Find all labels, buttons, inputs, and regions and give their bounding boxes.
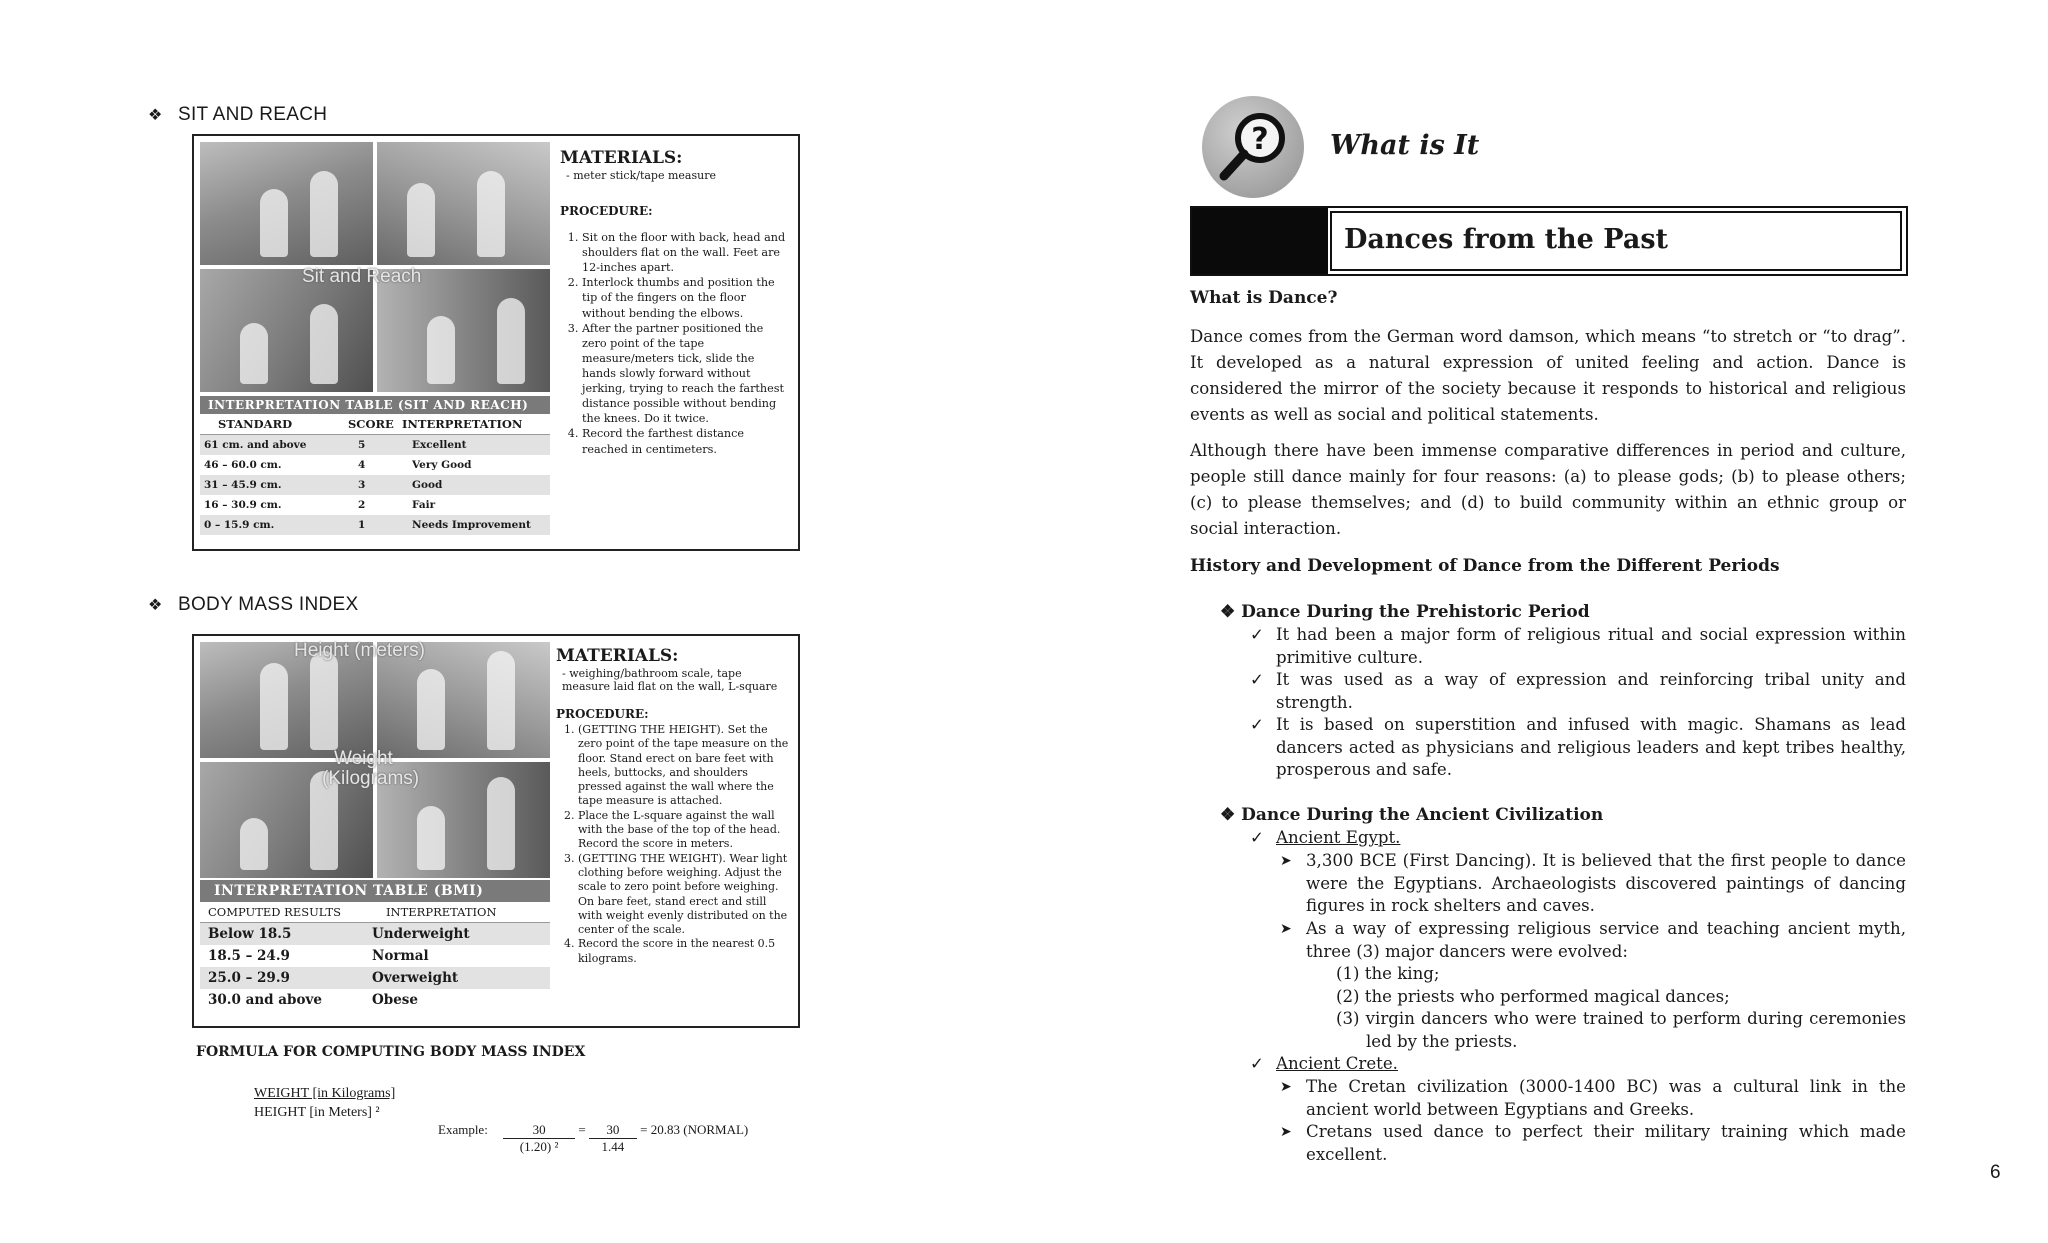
table-body: [200, 923, 550, 1011]
sit-reach-interpretation-table: [200, 396, 550, 535]
check-icon: ✓: [1250, 670, 1264, 689]
arrow-bullet-icon: ➤: [1280, 1124, 1292, 1140]
photo-overlay-label: Height (meters): [294, 640, 425, 661]
banner-black-block: [1192, 208, 1328, 274]
diamond-bullet-icon: ❖: [148, 107, 163, 124]
column-header: INTERPRETATION: [386, 905, 497, 919]
materials-item: - weighing/bathroom scale, tape measure laid flat on the wall, L-square: [562, 667, 778, 693]
list-item: ✓ It had been a major form of religious ritual and social expression within primitive culture.: [1250, 625, 1906, 667]
diamond-bullet-icon: ❖: [148, 597, 163, 614]
procedure-step: 2. Place the L-square against the wall with the base of the top of the head. Record the score in meters.: [578, 809, 792, 852]
table-row: Below 18.5 Underweight: [200, 923, 550, 945]
history-heading: History and Development of Dance from the Different Periods: [1190, 556, 1780, 576]
example-fraction: $\frac{30}{1.44}$: [589, 1122, 637, 1155]
sub-list-item: ➤ 3,300 BCE (First Dancing). It is believed that the first people to dance were the Egyptians. Archaeologists discovered paintings of dancing figures in rock shelters and caves.: [1280, 851, 1906, 915]
procedure-step: 1. (GETTING THE HEIGHT). Set the zero point of the tape measure on the floor. Stand erect on bare feet with heels, buttocks, and shoulders pressed against the wall where the tape measure is attached.: [578, 723, 792, 809]
procedure-step: 1. Sit on the floor with back, head and shoulders flat on the wall. Feet are 12-inches apart.: [582, 230, 788, 275]
formula-numerator: WEIGHT [in Kilograms]: [254, 1086, 396, 1101]
diamond-bullet-icon: ❖: [1220, 602, 1242, 622]
procedure-steps: [556, 723, 792, 966]
example-result: = 20.83 (NORMAL): [640, 1122, 749, 1137]
sit-reach-panel: [192, 134, 800, 551]
materials-item: - meter stick/tape measure: [566, 169, 716, 182]
check-icon: ✓: [1250, 715, 1264, 734]
page-number: 6: [1990, 1162, 2001, 1183]
table-row: 0 – 15.9 cm. 1 Needs Improvement: [200, 515, 550, 535]
photo: [200, 142, 373, 265]
procedure-step: 4. Record the farthest distance reached in centimeters.: [582, 426, 788, 456]
photo-overlay-label: Weight: [334, 748, 393, 769]
list-item: ✓ It is based on superstition and infused with magic. Shamans as lead dancers acted as physicians and religious leaders and kept tribes healthy, prosperous and safe.: [1250, 715, 1906, 779]
sit-reach-heading: ❖ SIT AND REACH: [148, 104, 328, 125]
column-header: STANDARD: [218, 417, 293, 431]
table-body: [200, 435, 550, 535]
photo-overlay-label: (Kilograms): [322, 768, 420, 789]
column-header: INTERPRETATION: [402, 417, 523, 431]
example-fraction: $\frac{30}{\text{(1.20) ²}}$: [503, 1122, 575, 1155]
list-item: ✓ Ancient Egypt.: [1276, 827, 1906, 850]
ancient-heading: ❖ Dance During the Ancient Civilization: [1220, 805, 1604, 825]
question-magnifier-icon: [1202, 96, 1304, 198]
bmi-heading: ❖ BODY MASS INDEX: [148, 594, 359, 615]
arrow-bullet-icon: ➤: [1280, 921, 1292, 937]
table-header: [200, 414, 550, 435]
magnifier-icon: [1202, 96, 1304, 198]
banner-title: Dances from the Past: [1344, 224, 1668, 255]
photo: [377, 142, 550, 265]
formula-example: Example: $\frac{30}{\text{(1.20) ²}}$ = $\frac{30}{1.44}$ = 20.83 (NORMAL): [438, 1122, 749, 1154]
check-icon: ✓: [1250, 625, 1264, 644]
arrow-bullet-icon: ➤: [1280, 853, 1292, 869]
numbered-item: (3) virgin dancers who were trained to perform during ceremonies led by the priests.: [1336, 1009, 1907, 1051]
formula-denominator: HEIGHT [in Meters] ²: [254, 1105, 380, 1120]
table-row: 30.0 and above Obese: [208, 992, 418, 1008]
arrow-bullet-icon: ➤: [1280, 1079, 1292, 1095]
bmi-interpretation-table: [200, 880, 550, 1011]
procedure-steps: [560, 230, 788, 457]
bmi-panel: [192, 634, 800, 1028]
column-header: COMPUTED RESULTS: [208, 905, 342, 919]
table-row: 16 – 30.9 cm. 2 Fair: [204, 499, 436, 511]
numbered-item: (1) the king;: [1336, 964, 1440, 983]
formula-title: FORMULA FOR COMPUTING BODY MASS INDEX: [196, 1044, 586, 1060]
table-row: 25.0 – 29.9 Overweight: [200, 967, 550, 989]
table-row: 18.5 – 24.9 Normal: [208, 948, 429, 964]
materials-title: MATERIALS:: [556, 646, 679, 666]
paragraph: Dance comes from the German word damson, which means “to stretch or “to drag”. It developed as a natural expression of united feeling and action. Dance is considered the mirror of the society because it responds to historical and religious events as well as social and political statements.: [1190, 327, 1906, 424]
check-icon: ✓: [1250, 828, 1264, 847]
sub-list-item: ➤ The Cretan civilization (3000-1400 BC) was a cultural link in the ancient world between Egyptians and Greeks.: [1280, 1077, 1906, 1119]
procedure-title: PROCEDURE:: [560, 204, 653, 218]
numbered-item: (2) the priests who performed magical dances;: [1336, 987, 1730, 1006]
photo-overlay-label: Sit and Reach: [302, 266, 422, 287]
prehistoric-heading: ❖ Dance During the Prehistoric Period: [1220, 602, 1590, 622]
bmi-formula: [254, 1084, 395, 1122]
list-item: ✓ Ancient Crete.: [1276, 1053, 1906, 1076]
sub-list-item: ➤ As a way of expressing religious service and teaching ancient myth, three (3) major dancers were evolved:: [1280, 919, 1906, 961]
procedure-step: 2. Interlock thumbs and position the tip of the fingers on the floor without bending the elbows.: [582, 275, 788, 320]
table-row: 61 cm. and above 5 Excellent: [200, 435, 550, 455]
table-header: [200, 902, 550, 923]
procedure-title: PROCEDURE:: [556, 707, 649, 721]
procedure-step: 3. (GETTING THE WEIGHT). Wear light clothing before weighing. Adjust the scale to zero point before weighing. On bare feet, stand erect and still with weight evenly distributed on the center of the scale.: [578, 852, 792, 938]
question-heading: What is Dance?: [1190, 288, 1338, 308]
bmi-instructions: [556, 646, 792, 966]
table-title: INTERPRETATION TABLE (SIT AND REACH): [200, 396, 550, 414]
check-icon: ✓: [1250, 1054, 1264, 1073]
paragraph: Although there have been immense comparative differences in period and culture, people still dance mainly for four reasons: (a) to please gods; (b) to please others; (c) to please themselves; and (d) to build community within an ethnic group or social interaction.: [1190, 441, 1906, 538]
column-header: SCORE: [348, 417, 394, 431]
example-label: Example:: [438, 1122, 488, 1137]
materials-title: MATERIALS:: [560, 148, 683, 168]
title-banner: [1190, 206, 1908, 276]
section-label: What is It: [1330, 130, 1480, 161]
sit-reach-instructions: [560, 148, 788, 457]
sub-list-item: ➤ Cretans used dance to perfect their military training which made excellent.: [1280, 1122, 1906, 1164]
table-row: 46 – 60.0 cm. 4 Very Good: [204, 459, 472, 471]
table-row: 31 – 45.9 cm. 3 Good: [200, 475, 550, 495]
table-title: INTERPRETATION TABLE (BMI): [200, 880, 550, 902]
procedure-step: 4. Record the score in the nearest 0.5 kilograms.: [578, 937, 792, 966]
diamond-bullet-icon: ❖: [1220, 805, 1242, 825]
procedure-step: 3. After the partner positioned the zero point of the tape measure/meters tick, slide the hands slowly forward without jerking, trying to reach the farthest distance possible without bending the knees. Do it twice.: [582, 321, 788, 427]
svg-text:?: ?: [1251, 122, 1269, 157]
list-item: ✓ It was used as a way of expression and reinforcing tribal unity and strength.: [1250, 670, 1906, 712]
